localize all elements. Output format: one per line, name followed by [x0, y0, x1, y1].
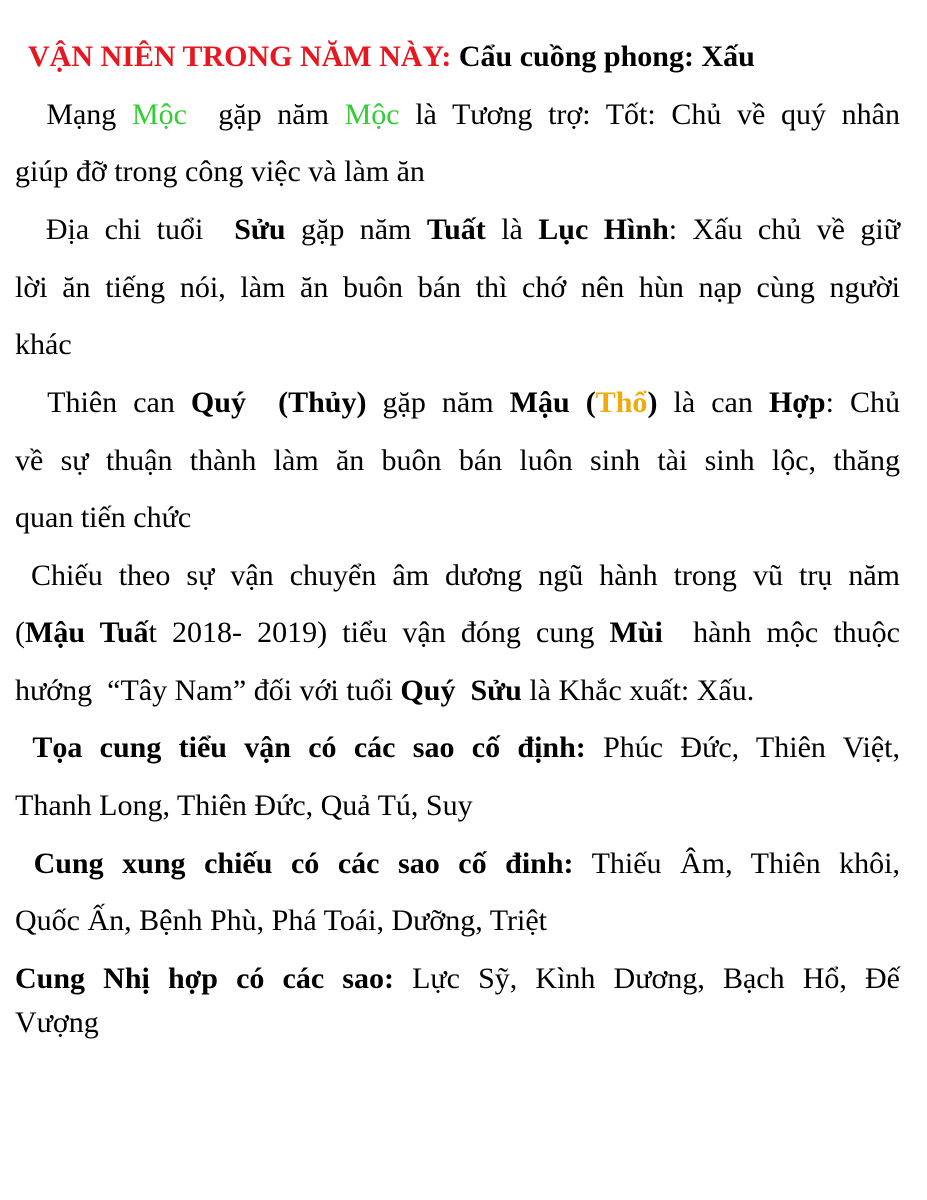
thien-can-tho: Thổ: [595, 386, 648, 419]
dia-chi-suu: Sửu: [234, 213, 286, 246]
chieu-mau-tuat: Mậu Tuấ: [25, 616, 149, 649]
chieu-text: hướng “Tây Nam” đối với tuổi: [15, 674, 401, 707]
chieu-text: (: [15, 616, 25, 649]
menh-text: Mạng: [46, 98, 132, 131]
toa-cung-line-1: [15, 731, 900, 765]
nhi-hop-stars: Lực Sỹ, Kình Dương, Bạch Hổ, Đế: [393, 962, 900, 995]
nhi-hop-line-1: [15, 962, 900, 996]
thien-can-quy: Quý (Thủy): [190, 386, 367, 419]
thien-can-text: : Chủ: [825, 386, 901, 419]
dia-chi-line-2: lời ăn tiếng nói, làm ăn buôn bán thì chớ nên hùn nạp cùng người: [15, 271, 900, 304]
dia-chi-text: : Xấu chủ về giữ: [668, 213, 901, 246]
chieu-gap: [455, 674, 470, 707]
thien-can-text: là can: [657, 386, 769, 419]
chieu-line-3: [15, 674, 900, 708]
menh-text: gặp năm: [186, 98, 345, 131]
chieu-suu: Sửu: [470, 674, 522, 707]
toa-cung-label: Tọa cung tiểu vận có các sao cố định:: [32, 731, 586, 764]
dia-chi-text: Địa chi tuổi: [45, 213, 235, 246]
title-line: [28, 40, 913, 74]
title-value: Cẩu cuồng phong: Xấu: [458, 40, 755, 73]
dia-chi-line-3: khác: [15, 328, 72, 361]
toa-cung-line-2: Thanh Long, Thiên Đức, Quả Tú, Suy: [15, 789, 473, 822]
chieu-text: hành mộc thuộc: [662, 616, 900, 649]
chieu-text: t 2018- 2019) tiểu vận đóng cung: [148, 616, 610, 649]
thien-can-paren: ): [647, 386, 658, 419]
chieu-mui: Mùi: [609, 616, 663, 649]
xung-chieu-line-1: [15, 847, 900, 881]
chieu-line-1: [15, 559, 900, 593]
nhi-hop-line-2: Vượng: [15, 1006, 99, 1039]
thien-can-text: gặp năm: [366, 386, 510, 419]
dia-chi-text: gặp năm: [285, 213, 427, 246]
title-label: VẬN NIÊN TRONG NĂM NÀY:: [28, 40, 452, 73]
chieu-quy: Quý: [400, 674, 456, 707]
chieu-text: là Khắc xuất: Xấu.: [521, 674, 755, 707]
thien-can-mau: Mậu (: [509, 386, 596, 419]
nhi-hop-label: Cung Nhị hợp có các sao:: [15, 962, 394, 995]
chieu-text: Chiếu theo sự vận chuyển âm dương ngũ hành trong vũ trụ năm: [31, 559, 900, 592]
thien-can-line-1: [15, 386, 900, 420]
dia-chi-tuat: Tuất: [426, 213, 486, 246]
toa-cung-stars: Phúc Đức, Thiên Việt,: [585, 731, 901, 764]
xung-chieu-line-2: Quốc Ấn, Bệnh Phù, Phá Toái, Dưỡng, Triệt: [15, 904, 547, 937]
chieu-line-2: [15, 616, 900, 650]
thien-can-line-2: về sự thuận thành làm ăn buôn bán luôn sinh tài sinh lộc, thăng: [15, 444, 900, 477]
thien-can-hop: Hợp: [768, 386, 826, 419]
menh-moc-1: Mộc: [131, 98, 187, 131]
menh-line-1: [15, 98, 900, 132]
menh-text: là Tương trợ: Tốt: Chủ về quý nhân: [399, 98, 900, 131]
thien-can-line-3: quan tiến chức: [15, 501, 192, 534]
menh-line-2: giúp đỡ trong công việc và làm ăn: [15, 155, 425, 188]
dia-chi-luc-hinh: Lục Hình: [538, 213, 669, 246]
xung-chieu-stars: Thiếu Âm, Thiên khôi,: [573, 847, 900, 880]
dia-chi-text: là: [485, 213, 539, 246]
thien-can-text: Thiên can: [47, 386, 191, 419]
menh-moc-2: Mộc: [344, 98, 400, 131]
xung-chieu-label: Cung xung chiếu có các sao cố đinh:: [33, 847, 574, 880]
dia-chi-line-1: [15, 213, 900, 247]
